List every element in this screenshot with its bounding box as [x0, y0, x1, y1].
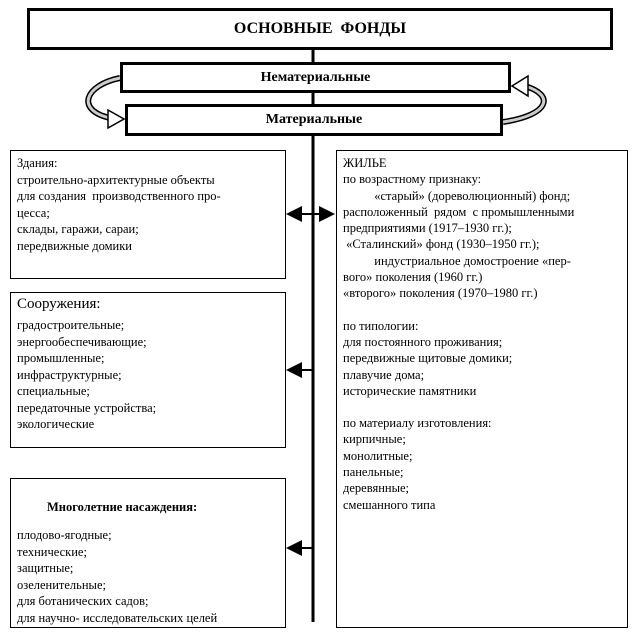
- text-line: вого» поколения (1960 гг.): [343, 270, 483, 285]
- plantings-text: [17, 527, 217, 626]
- text-line: для научно- исследовательских целей: [17, 610, 218, 625]
- intangible-label: Нематериальные: [260, 69, 371, 85]
- text-line: передвижные щитовые домики;: [343, 351, 513, 366]
- plantings-heading: Многолетние насаждения:: [47, 500, 198, 514]
- text-line: для создания производственного про-: [17, 189, 221, 203]
- text-line: деревянные;: [343, 481, 409, 496]
- housing-text: [343, 155, 574, 513]
- text-line: кирпичные;: [343, 432, 406, 447]
- text-line: передвижные домики: [17, 238, 132, 253]
- text-line: монолитные;: [343, 448, 413, 463]
- text-line: градостроительные;: [17, 318, 125, 332]
- text-line: плавучие дома;: [343, 367, 425, 382]
- text-line: защитные;: [17, 561, 74, 575]
- text-line: ЖИЛЬЕ: [343, 156, 387, 170]
- text-line: по возрастному признаку:: [343, 172, 482, 187]
- tangible-label: Материальные: [265, 112, 363, 127]
- text-line: инфраструктурные;: [17, 367, 122, 382]
- text-line: энергообеспечивающие;: [17, 334, 147, 349]
- text-line: плодово-ягодные;: [17, 528, 112, 542]
- text-line: «старый» (дореволюционный) фонд;: [343, 188, 571, 203]
- tangible-box: [125, 104, 503, 136]
- text-line: для постоянного проживания;: [343, 334, 503, 349]
- structures-heading: Сооружения:: [17, 296, 101, 312]
- text-line: озеленительные;: [17, 577, 106, 592]
- text-line: экологические: [17, 417, 95, 431]
- text-line: технические;: [17, 544, 87, 559]
- text-line: склады, гаражи, сараи;: [17, 222, 139, 236]
- text-line: строительно-архитектурные объекты: [17, 172, 215, 187]
- text-line: «второго» поколения (1970–1980 гг.): [343, 286, 538, 301]
- structures-box: [10, 292, 286, 448]
- text-line: для ботанических садов;: [17, 594, 149, 608]
- buildings-text: [17, 155, 221, 254]
- root-box: [27, 8, 613, 50]
- intangible-box: [120, 62, 511, 93]
- housing-box: [336, 150, 628, 628]
- text-line: «Сталинский» фонд (1930–1950 гг.);: [343, 237, 540, 252]
- text-line: по материалу изготовления:: [343, 416, 492, 431]
- buildings-box: [10, 150, 286, 279]
- text-line: по типологии:: [343, 318, 419, 333]
- root-title: ОСНОВНЫЕ ФОНДЫ: [233, 20, 407, 37]
- text-line: промышленные;: [17, 351, 105, 365]
- plantings-box: [10, 478, 286, 628]
- text-line: расположенный рядом с промышленными: [343, 204, 575, 219]
- text-line: предприятиями (1917–1930 гг.);: [343, 221, 512, 236]
- text-line: [343, 302, 574, 318]
- text-line: передаточные устройства;: [17, 400, 157, 415]
- text-line: индустриальное домостроение «пер-: [343, 253, 571, 268]
- text-line: исторические памятники: [343, 383, 477, 398]
- text-line: [343, 399, 574, 415]
- structures-text: [17, 317, 156, 433]
- text-line: панельные;: [343, 465, 404, 480]
- text-line: специальные;: [17, 384, 90, 398]
- text-line: Здания:: [17, 156, 58, 170]
- text-line: цесса;: [17, 205, 50, 220]
- text-line: смешанного типа: [343, 497, 436, 512]
